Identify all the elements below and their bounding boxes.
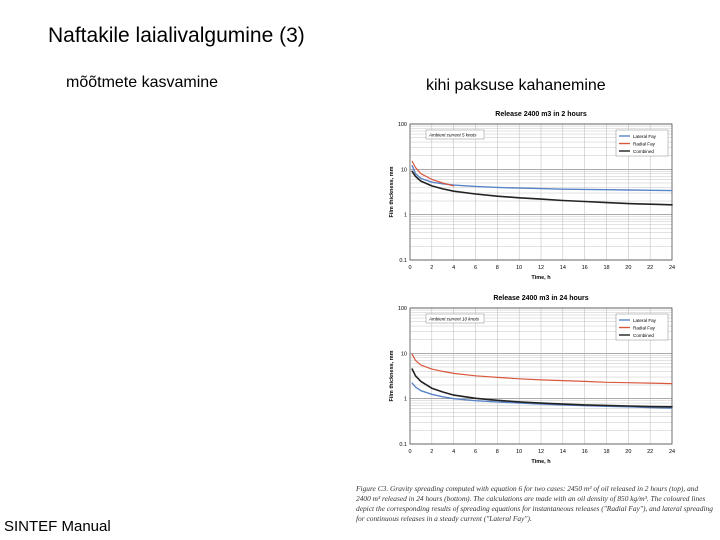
x-tick-label: 14 xyxy=(559,449,566,455)
x-tick-label: 2 xyxy=(430,265,434,271)
series-line-combined xyxy=(412,369,672,407)
legend-entry: Lateral Fay xyxy=(633,133,656,139)
x-tick-label: 12 xyxy=(537,265,545,271)
x-tick-label: 10 xyxy=(516,265,523,271)
x-tick-label: 2 xyxy=(430,449,434,455)
y-tick-label: 10 xyxy=(400,167,407,174)
x-tick-label: 24 xyxy=(668,265,676,271)
x-tick-label: 4 xyxy=(452,449,456,455)
y-axis-label: Film thickness, mm xyxy=(389,350,395,402)
x-tick-label: 12 xyxy=(537,449,545,455)
x-tick-label: 18 xyxy=(603,265,610,271)
legend-entry: Radial Fay xyxy=(633,141,655,147)
x-tick-label: 16 xyxy=(581,449,588,455)
legend-entry: Combined xyxy=(633,148,654,154)
subtitle-right: kihi paksuse kahanemine xyxy=(426,77,606,94)
x-tick-label: 0 xyxy=(408,449,412,455)
y-tick-label: 100 xyxy=(397,122,407,128)
x-tick-label: 24 xyxy=(668,449,676,455)
x-tick-label: 4 xyxy=(452,265,456,271)
x-tick-label: 6 xyxy=(473,265,478,271)
x-tick-label: 8 xyxy=(495,449,499,455)
figure-caption: Figure C3. Gravity spreading computed with equation 6 for two cases: 2450 m³ of oil released in 2 hours (top), and 2400 m³ released in 24 hours (bottom). The calculations are made with an oil density of 850 kg/m³. The coloured lines depict the corresponding results of spreading equations for instantaneous releases ("Radial Fay"), and lateral spreading for continuous releases in a steady current ("Lateral Fay"). xyxy=(356,484,713,523)
x-tick-label: 14 xyxy=(559,265,566,271)
x-tick-label: 20 xyxy=(625,265,632,271)
y-tick-label: 1 xyxy=(403,212,407,219)
x-tick-label: 0 xyxy=(408,265,412,271)
legend-entry: Combined xyxy=(633,332,654,338)
series-line-lateral-fay xyxy=(412,383,672,408)
x-tick-label: 20 xyxy=(625,449,632,455)
x-tick-label: 18 xyxy=(603,449,610,455)
y-tick-label: 10 xyxy=(400,351,407,358)
x-tick-label: 6 xyxy=(473,449,478,455)
chart-bottom xyxy=(380,288,680,472)
subtitle-left: mõõtmete kasvamine xyxy=(66,74,219,91)
x-tick-label: 22 xyxy=(647,265,654,271)
legend-entry: Radial Fay xyxy=(633,325,655,331)
y-tick-label: 0.1 xyxy=(399,442,407,448)
y-axis-label: Film thickness, mm xyxy=(389,166,395,218)
y-tick-label: 100 xyxy=(397,306,407,312)
x-tick-label: 22 xyxy=(647,449,654,455)
x-tick-label: 10 xyxy=(516,449,523,455)
series-line-radial-fay xyxy=(412,354,672,383)
x-tick-label: 8 xyxy=(495,265,499,271)
slide-title: Naftakile laialivalgumine (3) xyxy=(48,24,305,47)
y-tick-label: 1 xyxy=(403,396,407,403)
x-axis-label: Time, h xyxy=(531,459,551,465)
legend-entry: Lateral Fay xyxy=(633,317,656,323)
chart-top xyxy=(380,104,680,288)
annotation-text: Ambient current 10 knots xyxy=(429,316,480,322)
y-tick-label: 0.1 xyxy=(399,258,407,264)
chart-title: Release 2400 m3 in 2 hours xyxy=(495,111,587,118)
footer-source: SINTEF Manual xyxy=(4,518,111,535)
x-axis-label: Time, h xyxy=(531,275,551,281)
x-tick-label: 16 xyxy=(581,265,588,271)
annotation-text: Ambient current 5 knots xyxy=(429,132,477,138)
chart-title: Release 2400 m3 in 24 hours xyxy=(493,295,589,302)
